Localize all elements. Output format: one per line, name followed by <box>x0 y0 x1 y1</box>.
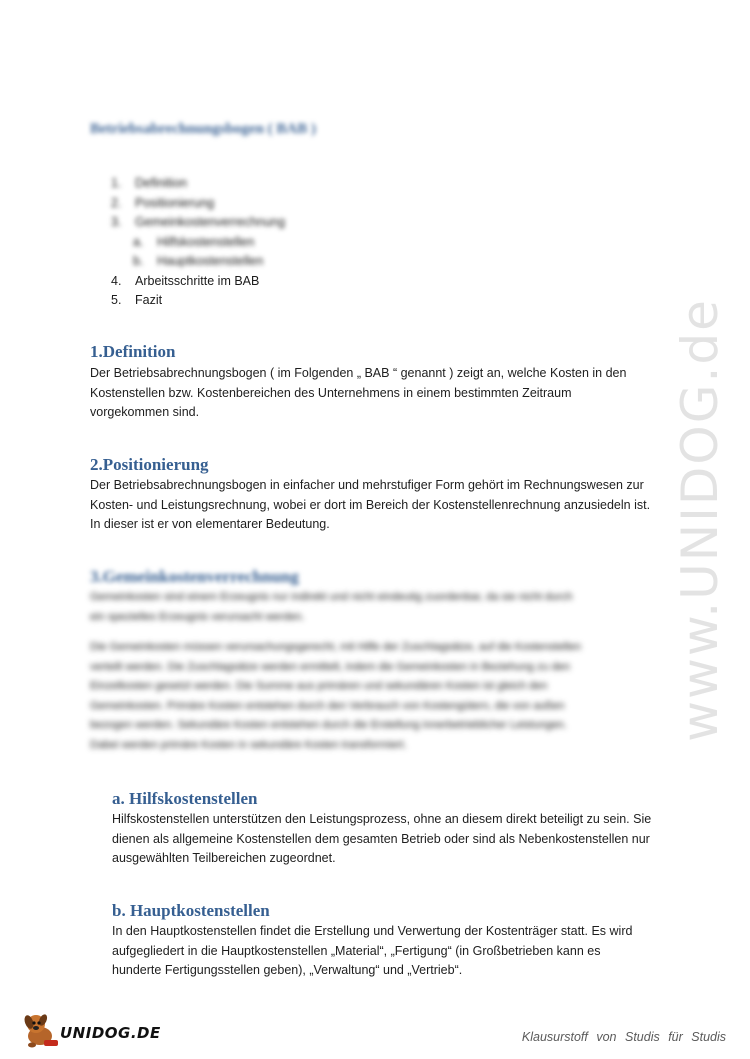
text-line: hunderte Fertigungsstellen geben), „Verwaltung“ und „Vertrieb“. <box>112 963 463 977</box>
toc-label: Fazit <box>135 293 163 307</box>
watermark-text: www.UNIDOG.de <box>671 298 729 742</box>
toc-label: Hilfskostenstellen <box>157 234 255 249</box>
section-heading-definition: 1.Definition <box>90 342 176 361</box>
side-watermark <box>665 290 735 750</box>
text-line: Dabei werden primäre Kosten in sekundäre Kosten transformiert. <box>90 738 407 751</box>
text-line: ausgewählten Teilbereichen zugeordnet. <box>112 851 336 865</box>
text-line: Der Betriebsabrechnungsbogen ( im Folgenden „ BAB “ genannt ) zeigt an, welche Kosten in den <box>90 366 627 380</box>
text-line: dienen als allgemeine Kostenstellen dem gesamten Betrieb oder sind als Nebenkostenstellen nur <box>112 831 650 846</box>
text-line: Kosten- und Leistungsrechnung, wobei er dort im Bereich der Kostenstellenrechnung anzusiedeln ist. <box>90 497 651 512</box>
toc-label: Gemeinkostenverrechnung <box>135 215 286 229</box>
toc-item <box>111 291 411 311</box>
text-line: In dieser ist er von elementarer Bedeutung. <box>90 517 330 531</box>
text-line: vorgekommen sind. <box>90 405 200 419</box>
toc-subitem <box>111 233 411 253</box>
text-line: Die Gemeinkosten müssen verursachungsgerecht, mit Hilfe der Zuschlagsätze, auf die Kostenstellen <box>90 641 581 653</box>
toc-item <box>111 272 411 292</box>
toc-number: 2. <box>111 195 122 210</box>
text-line: Gemeinkosten. Primäre Kosten entstehen durch den Verbrauch von Kostengütern, die von außen <box>90 699 565 712</box>
section-heading-hilfskostenstellen: a. Hilfskostenstellen <box>112 789 258 808</box>
text-line: Der Betriebsabrechnungsbogen in einfacher und mehrstufiger Form gehört im Rechnungswesen zur <box>90 478 644 492</box>
toc-number: 1. <box>111 176 122 190</box>
toc-label: Positionierung <box>135 195 215 210</box>
toc-label: Definition <box>135 176 188 190</box>
text-line: Gemeinkosten sind einem Erzeugnis nur indirekt und nicht eindeutig zuordenbar, da sie nicht durch <box>90 591 573 603</box>
definition-paragraph <box>90 364 626 423</box>
text-line: bezogen werden. Sekundäre Kosten entstehen durch die Erstellung innerbetrieblicher Leistungen. <box>90 719 567 731</box>
section-heading-gemeinkosten: 3.Gemeinkostenverrechnung <box>90 567 299 586</box>
text-line: Kostenstellen bzw. Kostenbereichen des Unternehmens in einem bestimmten Zeitraum <box>90 385 572 400</box>
toc-label: Arbeitsschritte im BAB <box>135 273 260 288</box>
gemeinkosten-paragraph-2 <box>90 638 581 755</box>
toc-number: 3. <box>111 215 122 229</box>
positionierung-paragraph <box>90 476 650 535</box>
toc-number: b. <box>133 254 144 268</box>
unidog-logo <box>22 1010 162 1050</box>
toc-subitem <box>111 252 411 272</box>
table-of-contents <box>111 174 411 311</box>
footer-tagline: Klausurstoff von Studis für Studis <box>521 1030 726 1044</box>
text-line: aufgegliedert in die Hauptkostenstellen „Material“, „Fertigung“ (in Großbetrieben kann es <box>112 943 601 958</box>
toc-number: 5. <box>111 293 122 307</box>
hilfskostenstellen-paragraph <box>112 810 651 869</box>
logo-text: UNIDOG.DE <box>60 1024 161 1042</box>
toc-number: a. <box>133 234 144 249</box>
section-heading-positionierung: 2.Positionierung <box>90 455 209 474</box>
toc-number: 4. <box>111 273 122 288</box>
text-line: In den Hauptkostenstellen findet die Erstellung und Verwertung der Kostenträger statt. Es wird <box>112 924 633 938</box>
toc-label: Hauptkostenstellen <box>157 254 264 268</box>
hauptkostenstellen-paragraph <box>112 922 632 981</box>
toc-item <box>111 194 411 214</box>
toc-item <box>111 174 411 194</box>
text-line: ein spezielles Erzeugnis verursacht werden. <box>90 610 305 623</box>
document-title: Betriebsabrechnungsbogen ( BAB ) <box>90 121 316 137</box>
toc-item <box>111 213 411 233</box>
dog-mascot-icon <box>22 1010 62 1050</box>
text-line: Hilfskostenstellen unterstützen den Leistungsprozess, ohne an diesem direkt beteiligt zu sein. Sie <box>112 812 652 826</box>
text-line: verteilt werden. Die Zuschlagsätze werden ermittelt, indem die Gemeinkosten in Beziehung zu den <box>90 660 570 673</box>
text-line: Einzelkosten gesetzt werden. Die Summe aus primären und sekundären Kosten ist gleich den <box>90 680 548 692</box>
gemeinkosten-paragraph-1 <box>90 588 572 627</box>
section-heading-hauptkostenstellen: b. Hauptkostenstellen <box>112 901 270 920</box>
